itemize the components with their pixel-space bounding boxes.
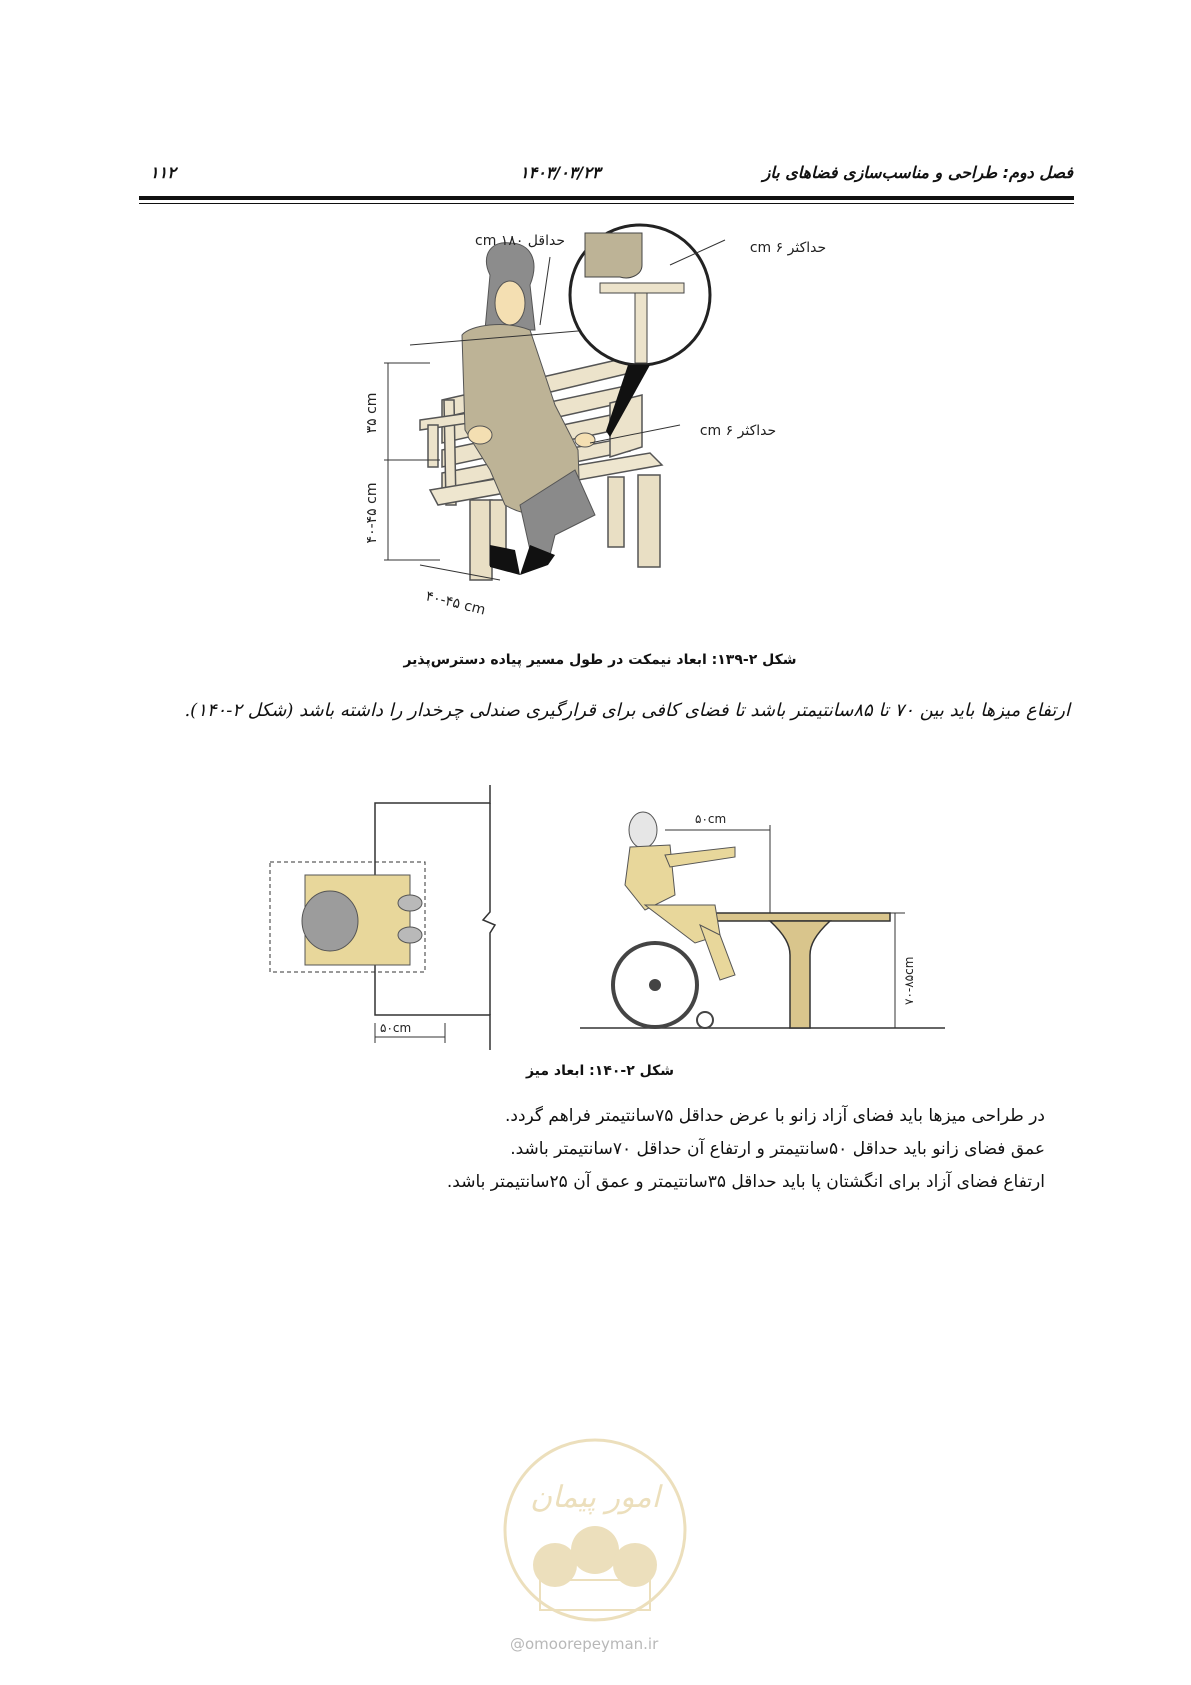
label-max-6-top: حداکثر ۶ cm <box>749 240 827 256</box>
paragraph-tables: ارتفاع میزها باید بین ۷۰ تا ۸۵سانتیمتر باشد تا فضای کافی برای قرارگیری صندلی چرخدار را داشته باشد (شکل ۲-۱۴۰). <box>184 700 1070 721</box>
table-figure <box>265 775 965 1055</box>
wheelchair-user-plan <box>302 875 422 965</box>
paragraph-line-2: عمق فضای زانو باید حداقل ۵۰سانتیمتر و ارتفاع آن حداقل ۷۰سانتیمتر باشد. <box>510 1139 1045 1159</box>
watermark-logo <box>500 1435 690 1625</box>
chapter-title: فصل دوم: طراحی و مناسب‌سازی فضاهای باز <box>762 163 1073 182</box>
watermark-seal <box>500 1435 690 1625</box>
page-number: ۱۱۲ <box>150 163 176 182</box>
label-50-side: ۵۰cm <box>695 812 727 826</box>
watermark-site: @omoorepeyman.ir <box>510 1635 659 1653</box>
body-paragraphs <box>245 1100 1045 1199</box>
label-40-45-vertical: ۴۰-۴۵ cm <box>364 482 380 544</box>
header-rule-thin <box>139 203 1074 204</box>
label-40-45-bottom: ۴۰-۴۵ cm <box>424 588 488 619</box>
header-rule-thick <box>139 196 1074 200</box>
paragraph-line-1: در طراحی میزها باید فضای آزاد زانو با عرض حداقل ۷۵سانتیمتر فراهم گردد. <box>505 1106 1045 1126</box>
header-date: ۱۴۰۳/۰۳/۲۳ <box>520 163 601 182</box>
label-min-180: حداقل ۱۸۰ cm <box>475 233 565 249</box>
label-70-85: ۷۰-۸۵cm <box>902 956 916 1005</box>
wheelchair-user-side <box>613 812 735 1028</box>
paragraph-line-3: ارتفاع فضای آزاد برای انگشتان پا باید حداقل ۳۵سانتیمتر و عمق آن ۲۵سانتیمتر باشد. <box>446 1172 1045 1192</box>
label-max-6-mid: حداکثر ۶ cm <box>699 423 777 439</box>
bench-figure <box>364 215 900 645</box>
figure-139-caption: شکل ۲-۱۳۹: ابعاد نیمکت در طول مسیر پیاده دسترس‌پذیر <box>403 652 797 668</box>
figure-140-caption: شکل ۲-۱۴۰: ابعاد میز <box>525 1063 675 1079</box>
watermark-logo-text: امور پیمان <box>530 1480 660 1515</box>
label-35: ۳۵ cm <box>364 392 380 434</box>
label-50-plan: ۵۰cm <box>380 1021 412 1035</box>
